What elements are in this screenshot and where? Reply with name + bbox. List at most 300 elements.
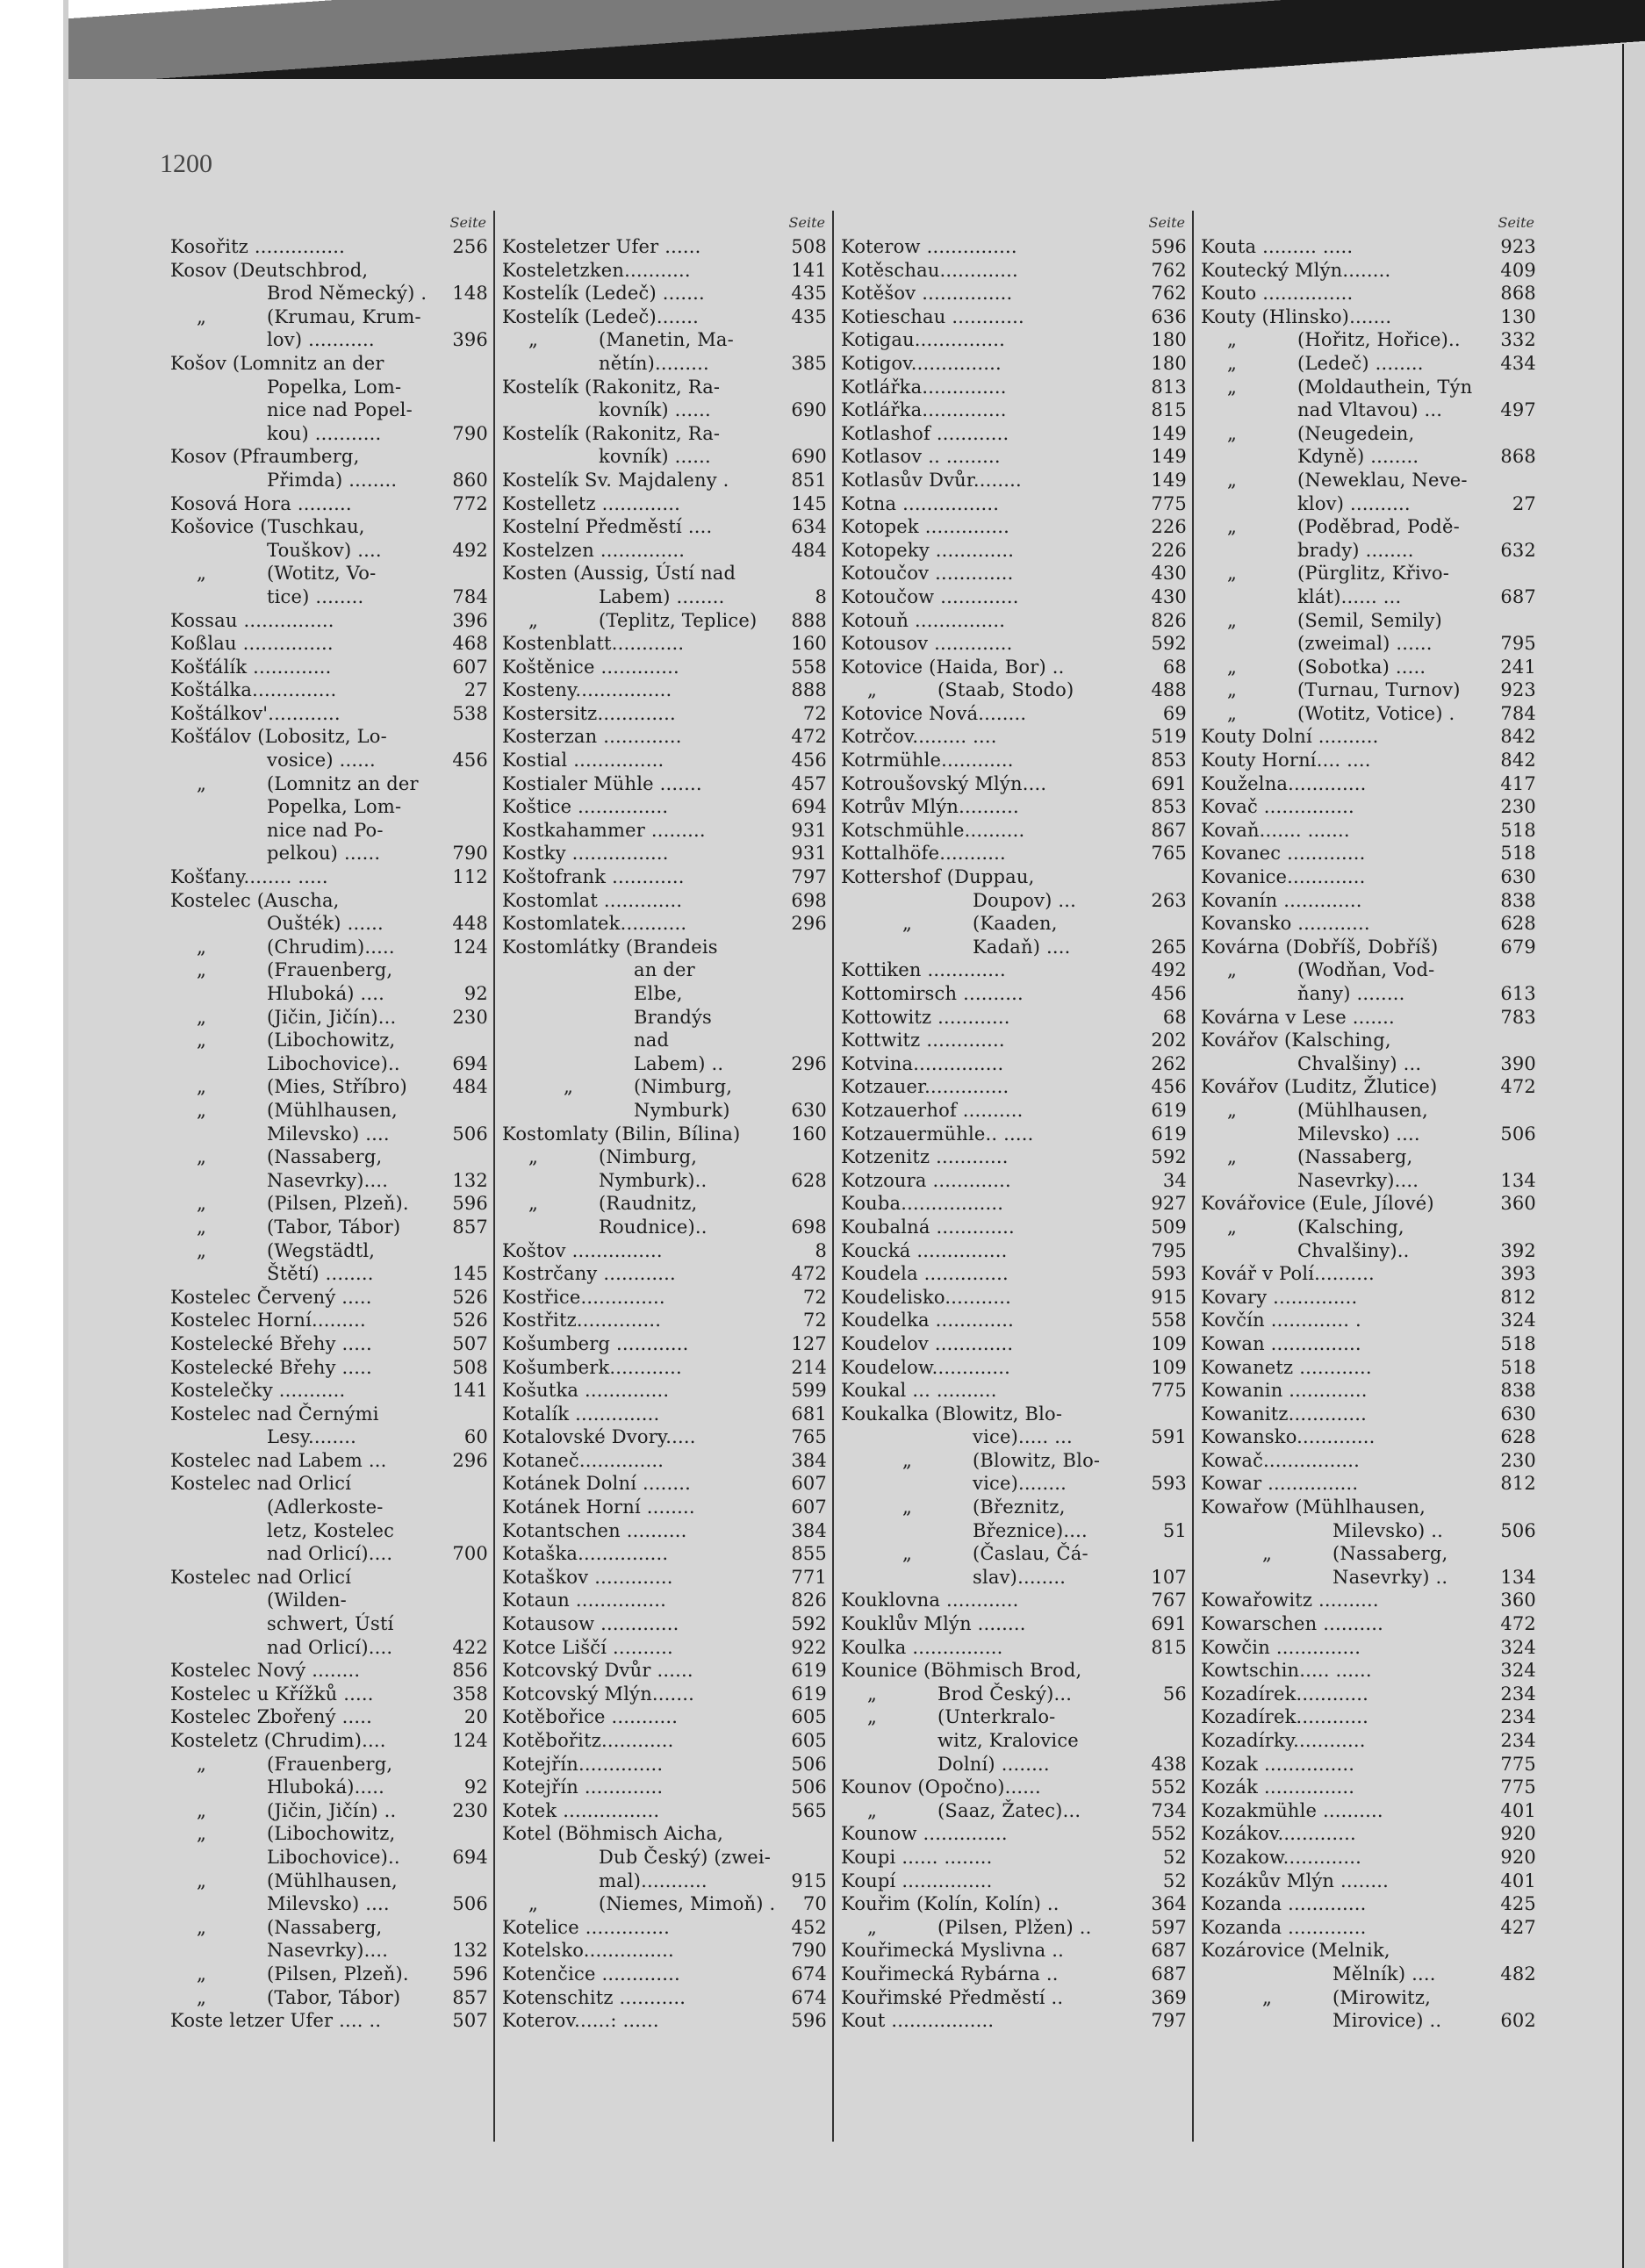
entry-text: Kozadírek............: [1201, 1683, 1369, 1705]
entry-page-number: 842: [1500, 750, 1536, 772]
entry-label: [170, 1403, 439, 1426]
entry-page-number: 296: [791, 913, 827, 935]
entry-text: Kotánek Horní ........: [502, 1496, 695, 1518]
entry-page-number: 565: [791, 1799, 827, 1821]
index-entry: [1201, 1519, 1536, 1543]
index-entry: [170, 632, 488, 656]
index-entry: [170, 1729, 488, 1753]
entry-text: Kozák ...............: [1201, 1776, 1355, 1798]
index-entry: [841, 1683, 1187, 1706]
entry-page-number: 430: [1151, 585, 1187, 607]
index-entry: [170, 656, 488, 679]
entry-text: Přimda) ........: [267, 469, 398, 491]
index-entry: [502, 1776, 827, 1799]
column-header-seite: Seite: [1498, 214, 1534, 231]
entry-label: [502, 1052, 778, 1076]
entry-text: (Mies, Stříbro): [267, 1076, 407, 1098]
entry-text: Mělník) ....: [1333, 1963, 1436, 1984]
entry-page-number: 592: [791, 1613, 827, 1635]
ditto-mark: „: [197, 1006, 207, 1028]
index-entry: [1201, 376, 1536, 399]
index-entry: [1201, 2009, 1536, 2033]
entry-label: [841, 1683, 1138, 1706]
index-entry: [502, 1052, 827, 1076]
entry-label: [502, 1403, 778, 1426]
entry-text: witz, Kralovice: [937, 1730, 1079, 1751]
entry-label: [170, 865, 439, 889]
entry-label: [1201, 842, 1487, 865]
entry-page-number: 230: [452, 1006, 488, 1028]
ditto-mark: „: [1227, 422, 1238, 444]
entry-text: (Wegstädtl,: [267, 1239, 376, 1261]
index-entry: [170, 936, 488, 959]
entry-text: slav)........: [973, 1566, 1067, 1588]
entry-page-number: 920: [1500, 1823, 1536, 1845]
index-entry: [1201, 398, 1536, 422]
entry-label: [170, 819, 439, 843]
index-entry: [1201, 1892, 1536, 1916]
entry-label: [841, 1006, 1138, 1030]
entry-text: Kottowitz ............: [841, 1006, 1010, 1028]
entry-text: Hluboká).....: [267, 1776, 385, 1798]
entry-label: [1201, 1169, 1487, 1193]
entry-label: [841, 1519, 1138, 1543]
entry-label: [1201, 819, 1487, 843]
index-entry: [1201, 1123, 1536, 1146]
entry-page-number: 497: [1500, 399, 1536, 421]
entry-page-number: 68: [1162, 1006, 1187, 1028]
index-entry: [502, 259, 827, 283]
entry-label: [170, 702, 439, 726]
index-entry: [502, 1986, 827, 2010]
entry-label: [1201, 398, 1487, 422]
index-entry: [170, 585, 488, 609]
entry-text: Kottwitz .............: [841, 1030, 1005, 1051]
entry-label: [170, 1309, 439, 1332]
entry-label: [502, 1169, 778, 1193]
entry-page-number: 8: [815, 1239, 827, 1261]
entry-text: Kovárna v Lese .......: [1201, 1006, 1395, 1028]
entry-page-number: 332: [1500, 329, 1536, 351]
index-entry: [170, 515, 488, 539]
index-entry: [1201, 305, 1536, 329]
index-entry: [502, 1589, 827, 1612]
entry-page-number: 417: [1500, 772, 1536, 794]
entry-page-number: 868: [1500, 283, 1536, 305]
entry-label: [170, 1286, 439, 1310]
entry-page-number: 628: [1500, 1426, 1536, 1448]
entry-text: vice)..... ...: [973, 1426, 1073, 1448]
entry-text: klov) ..........: [1297, 492, 1411, 514]
index-entry: [841, 305, 1187, 329]
entry-text: Kouty Dolní ..........: [1201, 726, 1379, 748]
index-entry: [1201, 795, 1536, 819]
entry-label: [841, 865, 1138, 889]
entry-label: [170, 1799, 439, 1823]
entry-text: Kouřimecká Rybárna ..: [841, 1963, 1059, 1984]
entry-page-number: 694: [452, 1052, 488, 1074]
entry-text: (Teplitz, Teplice): [599, 609, 758, 631]
entry-label: [841, 1939, 1138, 1963]
index-entry: [502, 1916, 827, 1940]
index-entry: [170, 2009, 488, 2033]
entry-text: Kottiken .............: [841, 959, 1006, 981]
entry-text: (Jičin, Jičín) ..: [267, 1799, 397, 1821]
index-entry: [841, 1963, 1187, 1986]
index-entry: [170, 398, 488, 422]
entry-page-number: 160: [791, 1123, 827, 1145]
index-entry: [1201, 1403, 1536, 1426]
index-entry: [502, 376, 827, 399]
entry-page-number: 526: [452, 1310, 488, 1331]
entry-page-number: 790: [452, 843, 488, 865]
entry-text: Kowansko.............: [1201, 1426, 1376, 1448]
entry-page-number: 518: [1500, 819, 1536, 841]
entry-label: [502, 585, 778, 609]
entry-text: Kadaň) ....: [973, 936, 1071, 958]
entry-page-number: 552: [1151, 1823, 1187, 1845]
entry-page-number: 687: [1151, 1963, 1187, 1984]
entry-page-number: 241: [1500, 656, 1536, 678]
entry-text: Kosová Hora .........: [170, 492, 352, 514]
index-entry: [170, 1542, 488, 1566]
index-entry: [841, 842, 1187, 865]
index-entry: [502, 282, 827, 305]
entry-page-number: 506: [1500, 1519, 1536, 1541]
ditto-mark: „: [197, 1799, 207, 1821]
entry-page-number: 148: [452, 283, 488, 305]
entry-page-number: 384: [791, 1519, 827, 1541]
index-entry: [841, 515, 1187, 539]
index-entry: [1201, 492, 1536, 516]
entry-label: [841, 1799, 1138, 1823]
ditto-mark: „: [1227, 376, 1238, 398]
entry-page-number: 256: [452, 236, 488, 257]
index-entry: [502, 1659, 827, 1683]
entry-text: Koßlau ...............: [170, 633, 334, 655]
entry-text: Kotroušovský Mlýn....: [841, 772, 1047, 794]
entry-text: (Lomnitz an der: [267, 772, 419, 794]
ditto-mark: „: [867, 1799, 878, 1821]
entry-text: schwert, Ústí: [267, 1613, 394, 1635]
index-entry: [1201, 352, 1536, 376]
entry-label: [502, 1123, 778, 1146]
ditto-mark: „: [1227, 516, 1238, 538]
entry-text: Labem) ..: [634, 1052, 724, 1074]
entry-text: an der: [634, 959, 695, 981]
entry-page-number: 853: [1151, 796, 1187, 818]
entry-label: [841, 1145, 1138, 1169]
entry-text: Kouklovna ............: [841, 1590, 1019, 1611]
entry-text: Koštofrank ............: [502, 866, 685, 888]
index-entry: [841, 1472, 1187, 1496]
entry-label: [502, 1075, 778, 1099]
entry-text: Kozákův Mlýn ........: [1201, 1870, 1390, 1891]
index-entry: [170, 795, 488, 819]
index-entry: [841, 1846, 1187, 1870]
entry-text: Kouba.................: [841, 1193, 1004, 1215]
index-entry: [502, 1006, 827, 1030]
entry-page-number: 127: [791, 1332, 827, 1354]
index-entry: [1201, 609, 1536, 633]
entry-page-number: 132: [452, 1940, 488, 1962]
entry-label: [1201, 2009, 1487, 2033]
entry-label: [1201, 865, 1487, 889]
index-entry: [170, 1612, 488, 1636]
entry-page-number: 558: [1151, 1310, 1187, 1331]
entry-page-number: 72: [802, 1310, 827, 1331]
entry-text: Koupí ...............: [841, 1870, 993, 1891]
index-entry: [170, 1683, 488, 1706]
index-entry: [502, 609, 827, 633]
entry-text: Kouželna.............: [1201, 772, 1367, 794]
index-entry: [170, 889, 488, 913]
index-entry: [841, 1822, 1187, 1846]
index-entry: [170, 842, 488, 865]
entry-page-number: 838: [1500, 889, 1536, 911]
entry-list: [170, 235, 488, 2033]
entry-label: [502, 1496, 778, 1519]
entry-label: [841, 725, 1138, 749]
index-entry: [841, 445, 1187, 469]
entry-label: [502, 1145, 778, 1169]
entry-label: [170, 1870, 439, 1893]
entry-page-number: 630: [791, 1099, 827, 1121]
entry-page-number: 409: [1500, 259, 1536, 281]
entry-text: Kotausow .............: [502, 1613, 679, 1635]
entry-label: [841, 1542, 1138, 1566]
entry-label: [841, 352, 1138, 376]
entry-text: (Poděbrad, Podě-: [1297, 516, 1460, 538]
entry-text: Brod Český)...: [937, 1683, 1073, 1705]
entry-page-number: 552: [1151, 1776, 1187, 1798]
index-entry: [170, 609, 488, 633]
entry-label: [502, 865, 778, 889]
entry-text: Kotschmühle..........: [841, 819, 1025, 841]
index-entry: [502, 749, 827, 772]
index-entry: [502, 1403, 827, 1426]
entry-text: Labem) ........: [599, 585, 725, 607]
index-entry: [502, 819, 827, 843]
entry-label: [502, 912, 778, 936]
entry-text: (Moldauthein, Týn: [1297, 376, 1473, 398]
entry-label: [170, 1052, 439, 1076]
entry-text: Kotlashof ............: [841, 422, 1009, 444]
entry-page-number: 69: [1162, 702, 1187, 724]
entry-page-number: 8: [815, 585, 827, 607]
ditto-mark: „: [902, 913, 913, 935]
entry-page-number: 691: [1151, 772, 1187, 794]
index-column-4: [1192, 211, 1541, 2142]
entry-label: [502, 492, 778, 516]
ditto-mark: „: [1227, 1146, 1238, 1168]
entry-text: Kostelletz .............: [502, 492, 681, 514]
entry-label: [1201, 1612, 1487, 1636]
entry-label: [170, 1425, 439, 1449]
entry-page-number: 364: [1151, 1893, 1187, 1915]
entry-page-number: 628: [791, 1169, 827, 1191]
entry-label: [502, 1425, 778, 1449]
entry-label: [841, 982, 1138, 1006]
entry-text: Kozakmühle ..........: [1201, 1799, 1383, 1821]
entry-text: (Frauenberg,: [267, 1753, 393, 1775]
entry-label: [170, 1566, 439, 1590]
entry-label: [502, 1986, 778, 2010]
index-entry: [170, 1916, 488, 1940]
entry-page-number: 457: [791, 772, 827, 794]
index-entry: [502, 1425, 827, 1449]
entry-label: [1201, 1075, 1487, 1099]
entry-page-number: 700: [452, 1543, 488, 1565]
entry-text: Nymburk)..: [599, 1169, 708, 1191]
entry-text: Kostelec Horní.........: [170, 1310, 366, 1331]
index-entry: [841, 1286, 1187, 1310]
entry-text: Kosteletzer Ufer ......: [502, 236, 701, 257]
entry-text: (Časlau, Čá-: [973, 1543, 1088, 1565]
index-entry: [841, 492, 1187, 516]
entry-label: [502, 1379, 778, 1403]
entry-text: letz, Kostelec: [267, 1519, 395, 1541]
entry-page-number: 358: [452, 1683, 488, 1705]
entry-page-number: 868: [1500, 446, 1536, 468]
index-entry: [841, 1659, 1187, 1683]
entry-label: [1201, 1145, 1487, 1169]
entry-label: [841, 1052, 1138, 1076]
entry-page-number: 634: [791, 516, 827, 538]
entry-label: [502, 632, 778, 656]
entry-text: Kostelec Nový ........: [170, 1660, 361, 1682]
entry-text: (Březnitz,: [973, 1496, 1066, 1518]
index-entry: [170, 725, 488, 749]
entry-label: [1201, 585, 1487, 609]
entry-label: [1201, 1052, 1487, 1076]
entry-text: Elbe,: [634, 983, 683, 1004]
index-entry: [1201, 1636, 1536, 1660]
index-entry: [170, 1519, 488, 1543]
entry-page-number: 438: [1151, 1753, 1187, 1775]
entry-page-number: 690: [791, 399, 827, 421]
entry-label: [1201, 1916, 1487, 1940]
entry-page-number: 52: [1162, 1870, 1187, 1891]
entry-page-number: 920: [1500, 1846, 1536, 1868]
entry-page-number: 234: [1500, 1730, 1536, 1751]
entry-text: Kotce Liščí ..........: [502, 1636, 673, 1658]
entry-label: [502, 1099, 778, 1123]
entry-label: [1201, 1262, 1487, 1286]
entry-text: (Manetin, Ma-: [599, 329, 734, 351]
ditto-mark: „: [197, 1986, 207, 2008]
entry-label: [170, 235, 439, 259]
entry-label: [170, 469, 439, 492]
entry-text: (Neweklau, Neve-: [1297, 469, 1468, 491]
entry-page-number: 607: [452, 656, 488, 678]
entry-text: Oušték) ......: [267, 913, 384, 935]
entry-page-number: 51: [1162, 1519, 1187, 1541]
entry-text: Koupi ...... ........: [841, 1846, 993, 1868]
entry-page-number: 234: [1500, 1683, 1536, 1705]
entry-label: [1201, 936, 1487, 959]
entry-text: Kostelec nad Orlicí: [170, 1566, 352, 1588]
entry-text: (Libochowitz,: [267, 1823, 396, 1845]
entry-label: [1201, 562, 1487, 585]
entry-label: [841, 912, 1138, 936]
entry-label: [1201, 1799, 1487, 1823]
entry-page-number: 456: [1151, 983, 1187, 1004]
entry-text: lov) ...........: [267, 329, 375, 351]
entry-page-number: 765: [1151, 843, 1187, 865]
entry-text: Kotopek ..............: [841, 516, 1009, 538]
entry-label: [841, 749, 1138, 772]
entry-label: [170, 1356, 439, 1380]
entry-text: Dub Český) (zwei-: [599, 1846, 772, 1868]
entry-label: [170, 1612, 439, 1636]
entry-text: kovník) ......: [599, 399, 711, 421]
entry-text: Kozanda .............: [1201, 1916, 1367, 1938]
entry-page-number: 592: [1151, 633, 1187, 655]
entry-text: Košťálov (Lobositz, Lo-: [170, 726, 387, 748]
entry-page-number: 762: [1151, 259, 1187, 281]
entry-text: Milevsko) ..: [1333, 1519, 1443, 1541]
entry-page-number: 619: [1151, 1123, 1187, 1145]
index-entry: [1201, 1659, 1536, 1683]
entry-label: [502, 1262, 778, 1286]
entry-text: Kostelík Sv. Majdaleny .: [502, 469, 729, 491]
entry-label: [502, 259, 778, 283]
index-entry: [1201, 282, 1536, 305]
entry-label: [841, 1403, 1138, 1426]
index-entry: [1201, 1776, 1536, 1799]
entry-label: [1201, 1892, 1487, 1916]
entry-text: Nymburk): [634, 1099, 730, 1121]
entry-label: [170, 445, 439, 469]
entry-text: Kouřimecká Myslivna ..: [841, 1940, 1064, 1962]
index-entry: [502, 1379, 827, 1403]
entry-text: Kowanetz ............: [1201, 1356, 1372, 1378]
entry-page-number: 92: [463, 983, 488, 1004]
entry-label: [502, 842, 778, 865]
entry-page-number: 607: [791, 1473, 827, 1495]
index-entry: [502, 1612, 827, 1636]
entry-page-number: 56: [1162, 1683, 1187, 1705]
entry-label: [841, 562, 1138, 585]
entry-text: (Pilsen, Plžen) ..: [937, 1916, 1092, 1938]
index-entry: [1201, 1472, 1536, 1496]
entry-label: [502, 889, 778, 913]
entry-label: [841, 1239, 1138, 1263]
entry-page-number: 507: [452, 2010, 488, 2032]
index-entry: [170, 352, 488, 376]
index-entry: [502, 1123, 827, 1146]
index-column-1: [163, 211, 493, 2142]
entry-text: (Jičin, Jičín)...: [267, 1006, 397, 1028]
entry-label: [502, 1192, 778, 1216]
entry-label: [841, 305, 1138, 329]
index-entry: [170, 328, 488, 352]
entry-text: (Adlerkoste-: [267, 1496, 384, 1518]
entry-page-number: 856: [452, 1660, 488, 1682]
entry-label: [170, 585, 439, 609]
entry-label: [1201, 539, 1487, 563]
entry-text: Kotna ................: [841, 492, 1000, 514]
entry-text: (Wotitz, Votice) .: [1297, 702, 1455, 724]
entry-text: Kdyně) ........: [1297, 446, 1419, 468]
entry-label: [1201, 422, 1487, 446]
entry-page-number: 596: [791, 2010, 827, 2032]
entry-text: Kottershof (Duppau,: [841, 866, 1035, 888]
entry-text: nad: [634, 1030, 670, 1051]
entry-page-number: 674: [791, 1963, 827, 1984]
ditto-mark: „: [197, 305, 207, 327]
